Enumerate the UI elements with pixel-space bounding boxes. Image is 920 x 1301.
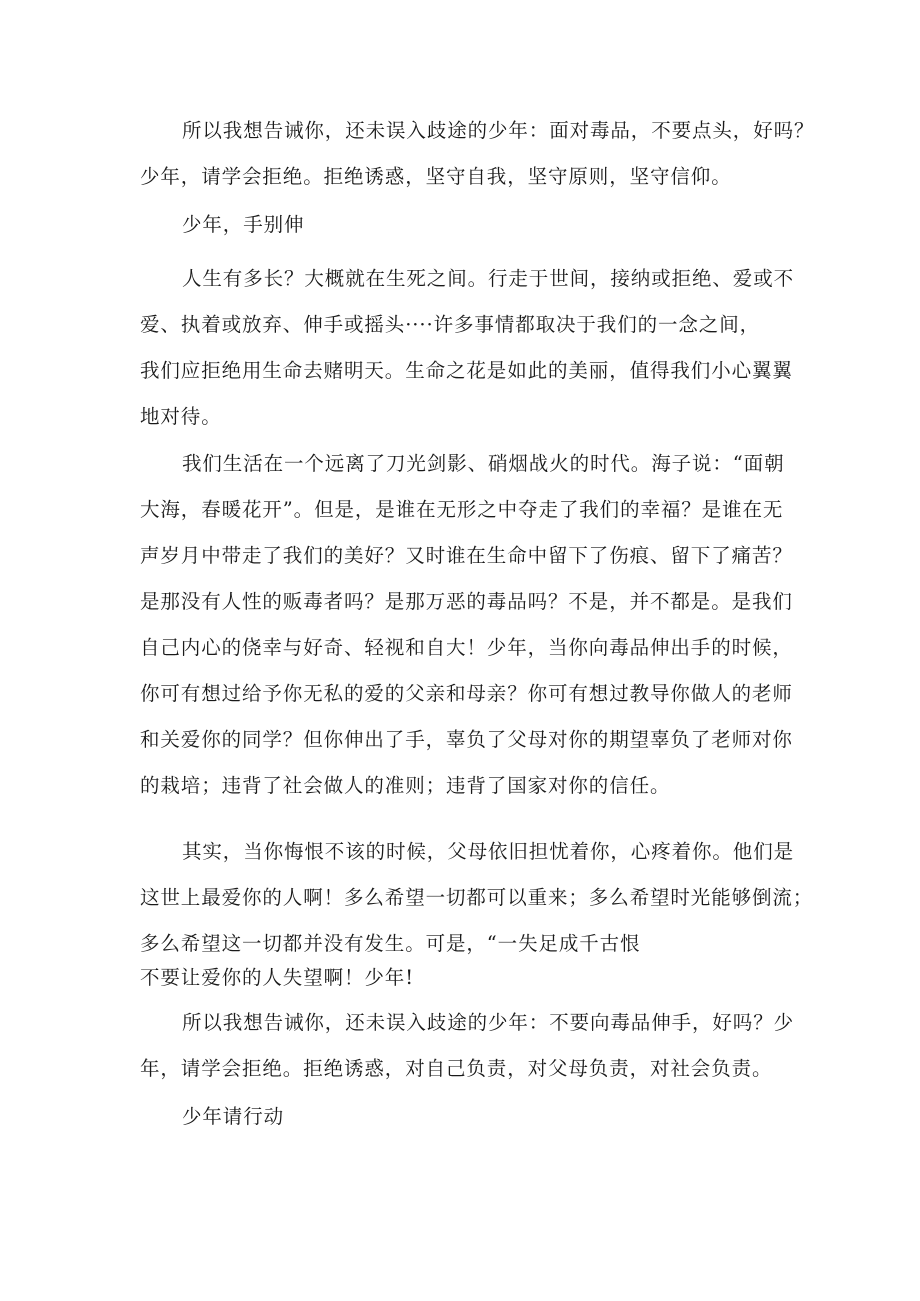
paragraph-life-choices bbox=[140, 256, 795, 440]
heading-text: 少年，手别伸 bbox=[182, 213, 305, 236]
text-line: 爱、执着或放弃、伸手或摇头····许多事情都取决于我们的一念之间， bbox=[140, 313, 760, 336]
text-line: 我们应拒绝用生命去赌明天。生命之花是如此的美丽，值得我们小心翼翼 bbox=[140, 359, 793, 382]
text-line: 的栽培；违背了社会做人的准则；违背了国家对你的信任。 bbox=[140, 774, 671, 797]
text-line: 人生有多长？大概就在生死之间。行走于世间，接纳或拒绝、爱或不 bbox=[182, 267, 795, 290]
paragraph-era-reflection bbox=[140, 441, 793, 809]
text-line: 多么希望这一切都并没有发生。可是，“一失足成千古恨 bbox=[140, 932, 641, 955]
text-line: 大海，春暖花开”。但是，是谁在无形之中夺走了我们的幸福？是谁在无 bbox=[140, 498, 784, 521]
text-line: 是那没有人性的贩毒者吗？是那万恶的毒品吗？不是，并不都是。是我们 bbox=[140, 590, 793, 613]
text-line: 我们生活在一个远离了刀光剑影、硝烟战火的时代。海子说：“面朝 bbox=[182, 452, 785, 475]
section-heading-hands-off bbox=[140, 202, 790, 248]
text-line: 年，请学会拒绝。拒绝诱惑，对自己负责，对父母负责，对社会负责。 bbox=[140, 1057, 773, 1080]
paragraph-parents-regret-tail bbox=[140, 962, 790, 994]
section-heading-take-action bbox=[140, 1094, 790, 1140]
paragraph-parents-regret bbox=[140, 829, 814, 967]
text-line: 和关爱你的同学？但你伸出了手，辜负了父母对你的期望辜负了老师对你 bbox=[140, 728, 793, 751]
text-line: 其实，当你悔恨不该的时候，父母依旧担忧着你，心疼着你。他们是 bbox=[182, 840, 795, 863]
text-line: 所以我想告诫你，还未误入歧途的少年：不要向毒品伸手，好吗？少 bbox=[182, 1011, 795, 1034]
text-line: 所以我想告诫你，还未误入歧途的少年：面对毒品，不要点头，好吗？ bbox=[182, 119, 815, 142]
text-line: 少年，请学会拒绝。拒绝诱惑，坚守自我，坚守原则，坚守信仰。 bbox=[140, 165, 732, 188]
text-line: 不要让爱你的人失望啊！少年! bbox=[140, 966, 414, 989]
text-line: 声岁月中带走了我们的美好？又时谁在生命中留下了伤痕、留下了痛苦？ bbox=[140, 544, 793, 567]
paragraph-warning-intro bbox=[140, 108, 815, 200]
text-line: 你可有想过给予你无私的爱的父亲和母亲？你可有想过教导你做人的老师 bbox=[140, 682, 793, 705]
text-line: 地对待。 bbox=[140, 405, 222, 428]
text-line: 自己内心的侥幸与好奇、轻视和自大！少年，当你向毒品伸出手的时候， bbox=[140, 636, 793, 659]
heading-text: 少年请行动 bbox=[182, 1105, 285, 1128]
text-line: 这世上最爱你的人啊！多么希望一切都可以重来；多么希望时光能够倒流； bbox=[140, 886, 814, 909]
paragraph-warning-closing bbox=[140, 1000, 795, 1092]
